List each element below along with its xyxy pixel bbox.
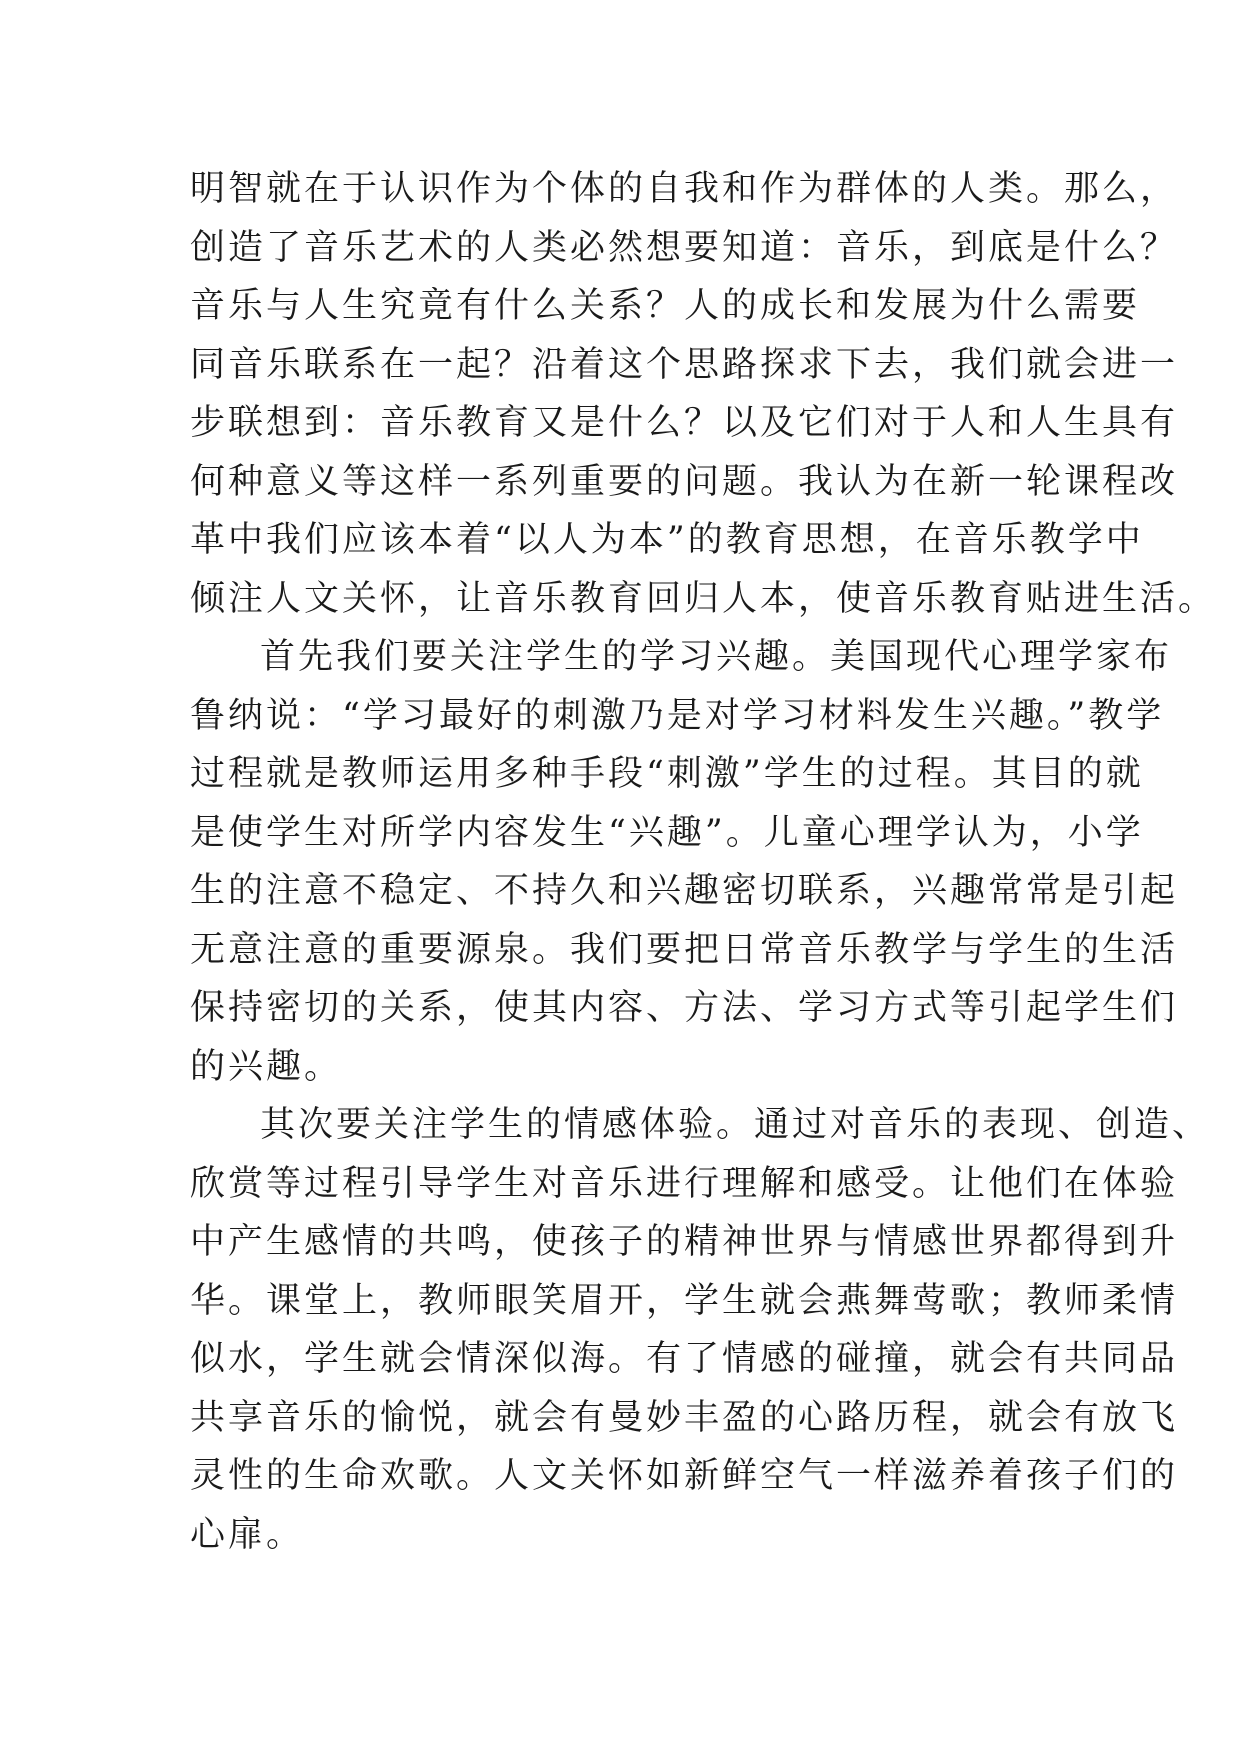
text-line: 中产生感情的共鸣，使孩子的精神世界与情感世界都得到升 xyxy=(190,1222,1179,1262)
text-line: 其次要关注学生的情感体验。通过对音乐的表现、创造、 xyxy=(260,1105,1211,1145)
text-line: 鲁纳说：“学习最好的刺激乃是对学习材料发生兴趣。”教学 xyxy=(190,695,1165,736)
text-line: 无意注意的重要源泉。我们要把日常音乐教学与学生的生活 xyxy=(190,929,1179,970)
text-line: 保持密切的关系，使其内容、方法、学习方式等引起学生们 xyxy=(190,988,1179,1028)
text-line: 共享音乐的愉悦，就会有曼妙丰盈的心路历程，就会有放飞 xyxy=(190,1397,1179,1438)
text-line: 音乐与人生究竟有什么关系？人的成长和发展为什么需要 xyxy=(190,286,1141,326)
text-line: 欣赏等过程引导学生对音乐进行理解和感受。让他们在体验 xyxy=(190,1163,1179,1204)
text-line: 似水，学生就会情深似海。有了情感的碰撞，就会有共同品 xyxy=(190,1339,1179,1379)
text-line: 步联想到：音乐教育又是什么？以及它们对于人和人生具有 xyxy=(190,403,1179,443)
text-line: 倾注人文关怀，让音乐教育回归人本，使音乐教育贴进生活。 xyxy=(190,578,1217,619)
text-line: 创造了音乐艺术的人类必然想要知道：音乐，到底是什么？ xyxy=(190,227,1179,268)
text-line: 何种意义等这样一系列重要的问题。我认为在新一轮课程改 xyxy=(190,461,1179,502)
text-line: 是使学生对所学内容发生“兴趣”。儿童心理学认为，小学 xyxy=(190,812,1144,853)
text-line: 同音乐联系在一起？沿着这个思路探求下去，我们就会进一 xyxy=(190,344,1179,385)
paragraph-1 xyxy=(190,160,1217,628)
text-line: 革中我们应该本着“以人为本”的教育思想，在音乐教学中 xyxy=(190,520,1144,560)
text-line: 过程就是教师运用多种手段“刺激”学生的过程。其目的就 xyxy=(190,754,1144,794)
text-line: 华。课堂上，教师眼笑眉开，学生就会燕舞莺歌；教师柔情 xyxy=(190,1280,1179,1321)
text-line: 的兴趣。 xyxy=(190,1046,343,1087)
text-line: 灵性的生命欢歌。人文关怀如新鲜空气一样滋养着孩子们的 xyxy=(190,1456,1179,1496)
paragraph-3 xyxy=(190,1096,1211,1564)
text-line: 生的注意不稳定、不持久和兴趣密切联系，兴趣常常是引起 xyxy=(190,871,1179,911)
text-line: 明智就在于认识作为个体的自我和作为群体的人类。那么， xyxy=(190,169,1179,209)
text-line: 心扉。 xyxy=(190,1514,305,1555)
body-text xyxy=(190,160,1217,1564)
text-line: 首先我们要关注学生的学习兴趣。美国现代心理学家布 xyxy=(260,637,1173,677)
paragraph-2 xyxy=(190,628,1179,1096)
